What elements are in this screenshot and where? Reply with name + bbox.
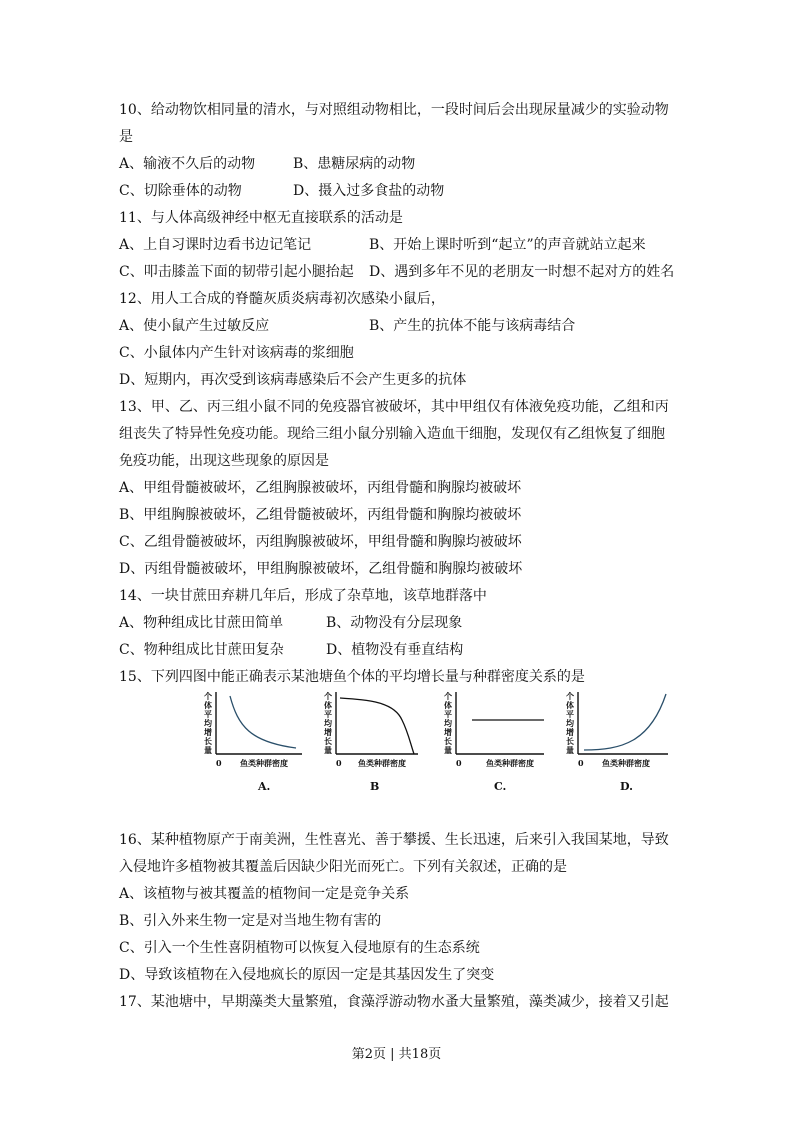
q10-stem-line2: 是 [119,129,133,145]
q15-figure-b-ylabel: 个体平均增长量 [324,691,332,755]
q15-figure-c-origin: 0 [456,758,462,768]
q15-figure-d-label: D. [620,780,633,793]
q14-option-a: A、物种组成比甘蔗田简单 [119,615,284,631]
q10-option-a: A、输液不久后的动物 [119,156,256,172]
q15-figure-b-origin: 0 [336,758,342,768]
q16-option-d: D、导致该植物在入侵地疯长的原因一定是其基因发生了突变 [119,967,495,983]
q15-figure-d-ylabel: 个体平均增长量 [566,691,574,755]
q14-option-c: C、物种组成比甘蔗田复杂 [119,642,284,658]
q16-stem-line1: 16、某种植物原产于南美洲，生性喜光、善于攀援、生长迅速，后来引入我国某地，导致 [119,832,669,848]
q13-stem-line3: 免疫功能，出现这些现象的原因是 [119,453,329,469]
q14-option-d: D、植物没有垂直结构 [326,642,464,658]
q13-option-d: D、丙组骨髓被破坏，甲组胸腺被破坏，乙组骨髓和胸腺均被破坏 [119,561,523,577]
q17-stem-line1: 17、某池塘中，早期藻类大量繁殖，食藻浮游动物水蚤大量繁殖，藻类减少，接着又引起 [119,994,669,1010]
q15-figure-d-xlabel: 鱼类种群密度 [602,758,650,768]
q13-option-b: B、甲组胸腺被破坏，乙组骨髓被破坏，丙组骨髓和胸腺均被破坏 [119,507,522,523]
q11-option-row1 [119,235,646,255]
growth-curve [584,694,666,750]
q13-option-a: A、甲组骨髓被破坏，乙组胸腺被破坏，丙组骨髓和胸腺均被破坏 [119,480,522,496]
q12-option-b: B、产生的抗体不能与该病毒结合 [369,318,576,334]
q15-figure-b [290,686,406,798]
q14-option-row2 [119,640,464,660]
q15-figure-d-origin: 0 [578,758,584,768]
q15-figure-c [410,686,534,798]
q13-stem-line2: 组丧失了特异性免疫功能。现给三组小鼠分别输入造血干细胞，发现仅有乙组恢复了细胞 [119,426,665,442]
q11-option-a: A、上自习课时边看书边记笔记 [119,237,312,253]
q14-option-b: B、动物没有分层现象 [326,615,463,631]
q11-option-d: D、遇到多年不见的老朋友一时想不起对方的姓名 [369,264,675,280]
q16-option-b: B、引入外来生物一定是对当地生物有害的 [119,913,382,929]
q11-option-row2 [119,262,675,282]
q10-option-row2 [119,181,445,201]
q16-stem-line2: 入侵地许多植物被其覆盖后因缺少阳光而死亡。下列有关叙述，正确的是 [119,859,567,875]
q15-figure-a-ylabel: 个体平均增长量 [204,691,212,755]
q13-option-c: C、乙组骨髓被破坏，丙组胸腺被破坏，甲组骨髓和胸腺均被破坏 [119,534,522,550]
q14-option-row1 [119,613,463,633]
q13-stem-line1: 13、甲、乙、丙三组小鼠不同的免疫器官被破坏，其中甲组仅有体液免疫功能，乙组和丙 [119,399,669,415]
q14-stem: 14、一块甘蔗田弃耕几年后，形成了杂草地，该草地群落中 [119,588,487,604]
q15-figure-c-label: C. [494,780,507,793]
q12-option-c: C、小鼠体内产生针对该病毒的浆细胞 [119,345,354,361]
q15-figure-a-origin: 0 [216,758,222,768]
q12-option-row1 [119,316,576,336]
page-footer: 第2页 | 共18页 [351,1047,442,1062]
q11-option-b: B、开始上课时听到“起立”的声音就站立起来 [369,237,646,253]
q10-option-b: B、患糖尿病的动物 [293,156,416,172]
q15-figure-b-graph [290,686,406,798]
q11-option-c: C、叩击膝盖下面的韧带引起小腿抬起 [119,264,354,280]
q15-figure-b-label: B [370,780,380,793]
q15-figures [170,686,690,798]
q15-figure-a-label: A. [258,780,271,793]
q10-option-c: C、切除垂体的动物 [119,183,242,199]
q10-option-row1 [119,154,416,174]
q12-stem: 12、用人工合成的脊髓灰质炎病毒初次感染小鼠后， [119,291,445,307]
q15-figure-b-xlabel: 鱼类种群密度 [358,758,406,768]
q15-figure-c-xlabel: 鱼类种群密度 [486,758,534,768]
q11-stem: 11、与人体高级神经中枢无直接联系的活动是 [119,210,403,226]
q15-figure-d [532,686,648,798]
q16-option-a: A、该植物与被其覆盖的植物间一定是竞争关系 [119,886,410,902]
q10-option-d: D、摄入过多食盐的动物 [293,183,445,199]
q16-option-c: C、引入一个生性喜阴植物可以恢复入侵地原有的生态系统 [119,940,480,956]
growth-curve [340,698,414,754]
q12-option-d: D、短期内，再次受到该病毒感染后不会产生更多的抗体 [119,372,467,388]
q15-figure-a-xlabel: 鱼类种群密度 [240,758,288,768]
q15-figure-c-ylabel: 个体平均增长量 [444,691,452,755]
q15-stem: 15、下列四图中能正确表示某池塘鱼个体的平均增长量与种群密度关系的是 [119,669,585,685]
q15-figure-c-graph [410,686,526,798]
q15-figure-a [170,686,286,798]
q10-stem-line1: 10、给动物饮相同量的清水，与对照组动物相比，一段时间后会出现尿量减少的实验动物 [119,102,669,118]
q12-option-a: A、使小鼠产生过敏反应 [119,318,270,334]
growth-curve [230,696,296,748]
